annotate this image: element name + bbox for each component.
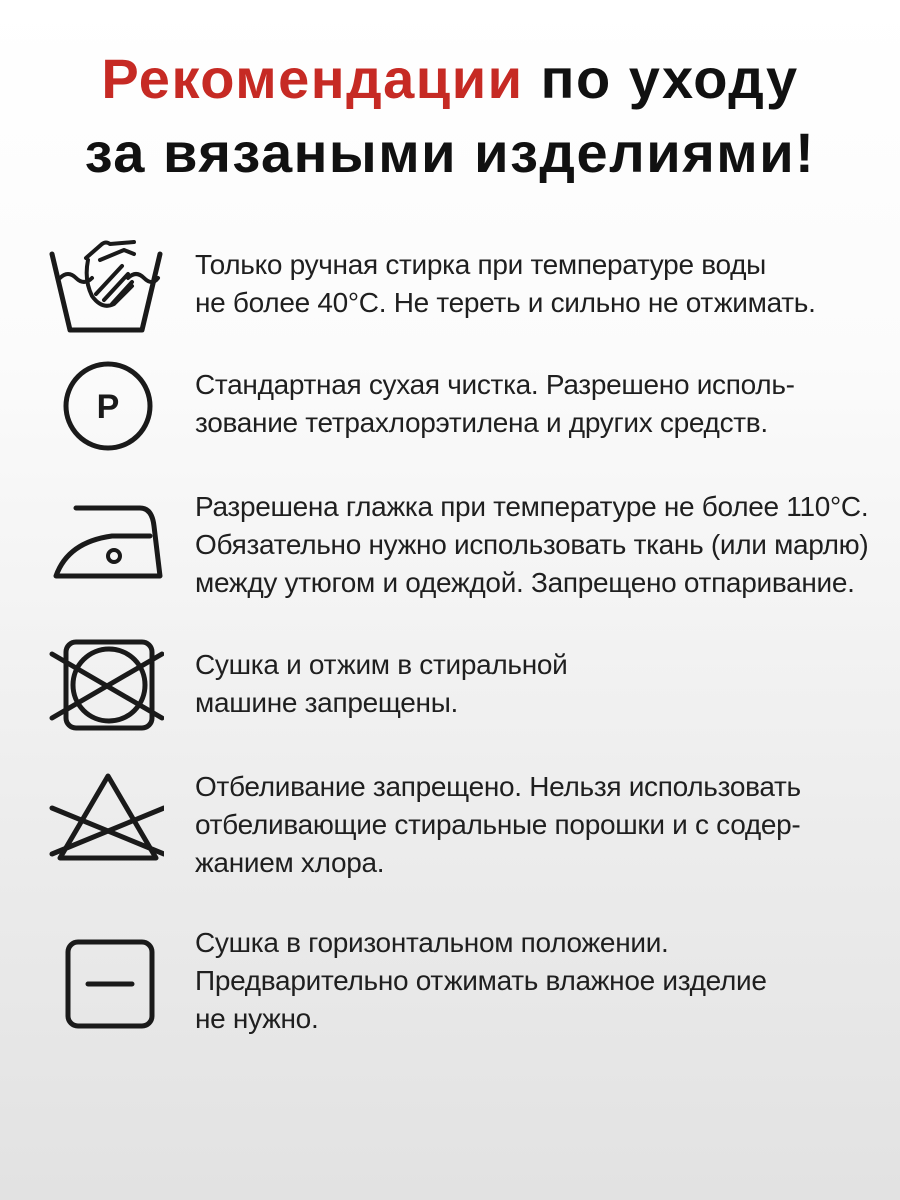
- care-item-text: Отбеливание запрещено. Нельзя использовать отбеливающие стиральные порошки и с содер- жанием хлора.: [195, 771, 801, 878]
- page-title: [0, 42, 900, 190]
- hand-wash-icon: [48, 230, 164, 346]
- care-item-text: Только ручная стирка при температуре воды не более 40°C. Не тереть и сильно не отжимать.: [195, 249, 816, 318]
- care-item-text: Сушка и отжим в стиральной машине запрещены.: [195, 649, 568, 718]
- title-accent: Рекомендации: [101, 47, 524, 110]
- dry-clean-letter: P: [96, 388, 120, 426]
- title-line1-rest: по уходу: [523, 47, 799, 110]
- care-item-text: Разрешена глажка при температуре не более 110°C. Обязательно нужно использовать ткань (или марлю) между утюгом и одеждой. Запрещено отпаривание.: [195, 491, 869, 598]
- dry-flat-icon: [48, 934, 164, 1050]
- iron-one-dot-icon: [48, 486, 164, 602]
- title-line2: за вязаными изделиями!: [84, 121, 816, 184]
- care-item-text: Сушка в горизонтальном положении. Предварительно отжимать влажное изделие не нужно.: [195, 927, 767, 1034]
- no-bleach-icon: [48, 766, 164, 882]
- no-tumble-dry-icon: [48, 636, 164, 752]
- dry-clean-p-icon: [48, 350, 164, 466]
- care-item-text: Стандартная сухая чистка. Разрешено исполь- зование тетрахлорэтилена и других средств.: [195, 369, 795, 438]
